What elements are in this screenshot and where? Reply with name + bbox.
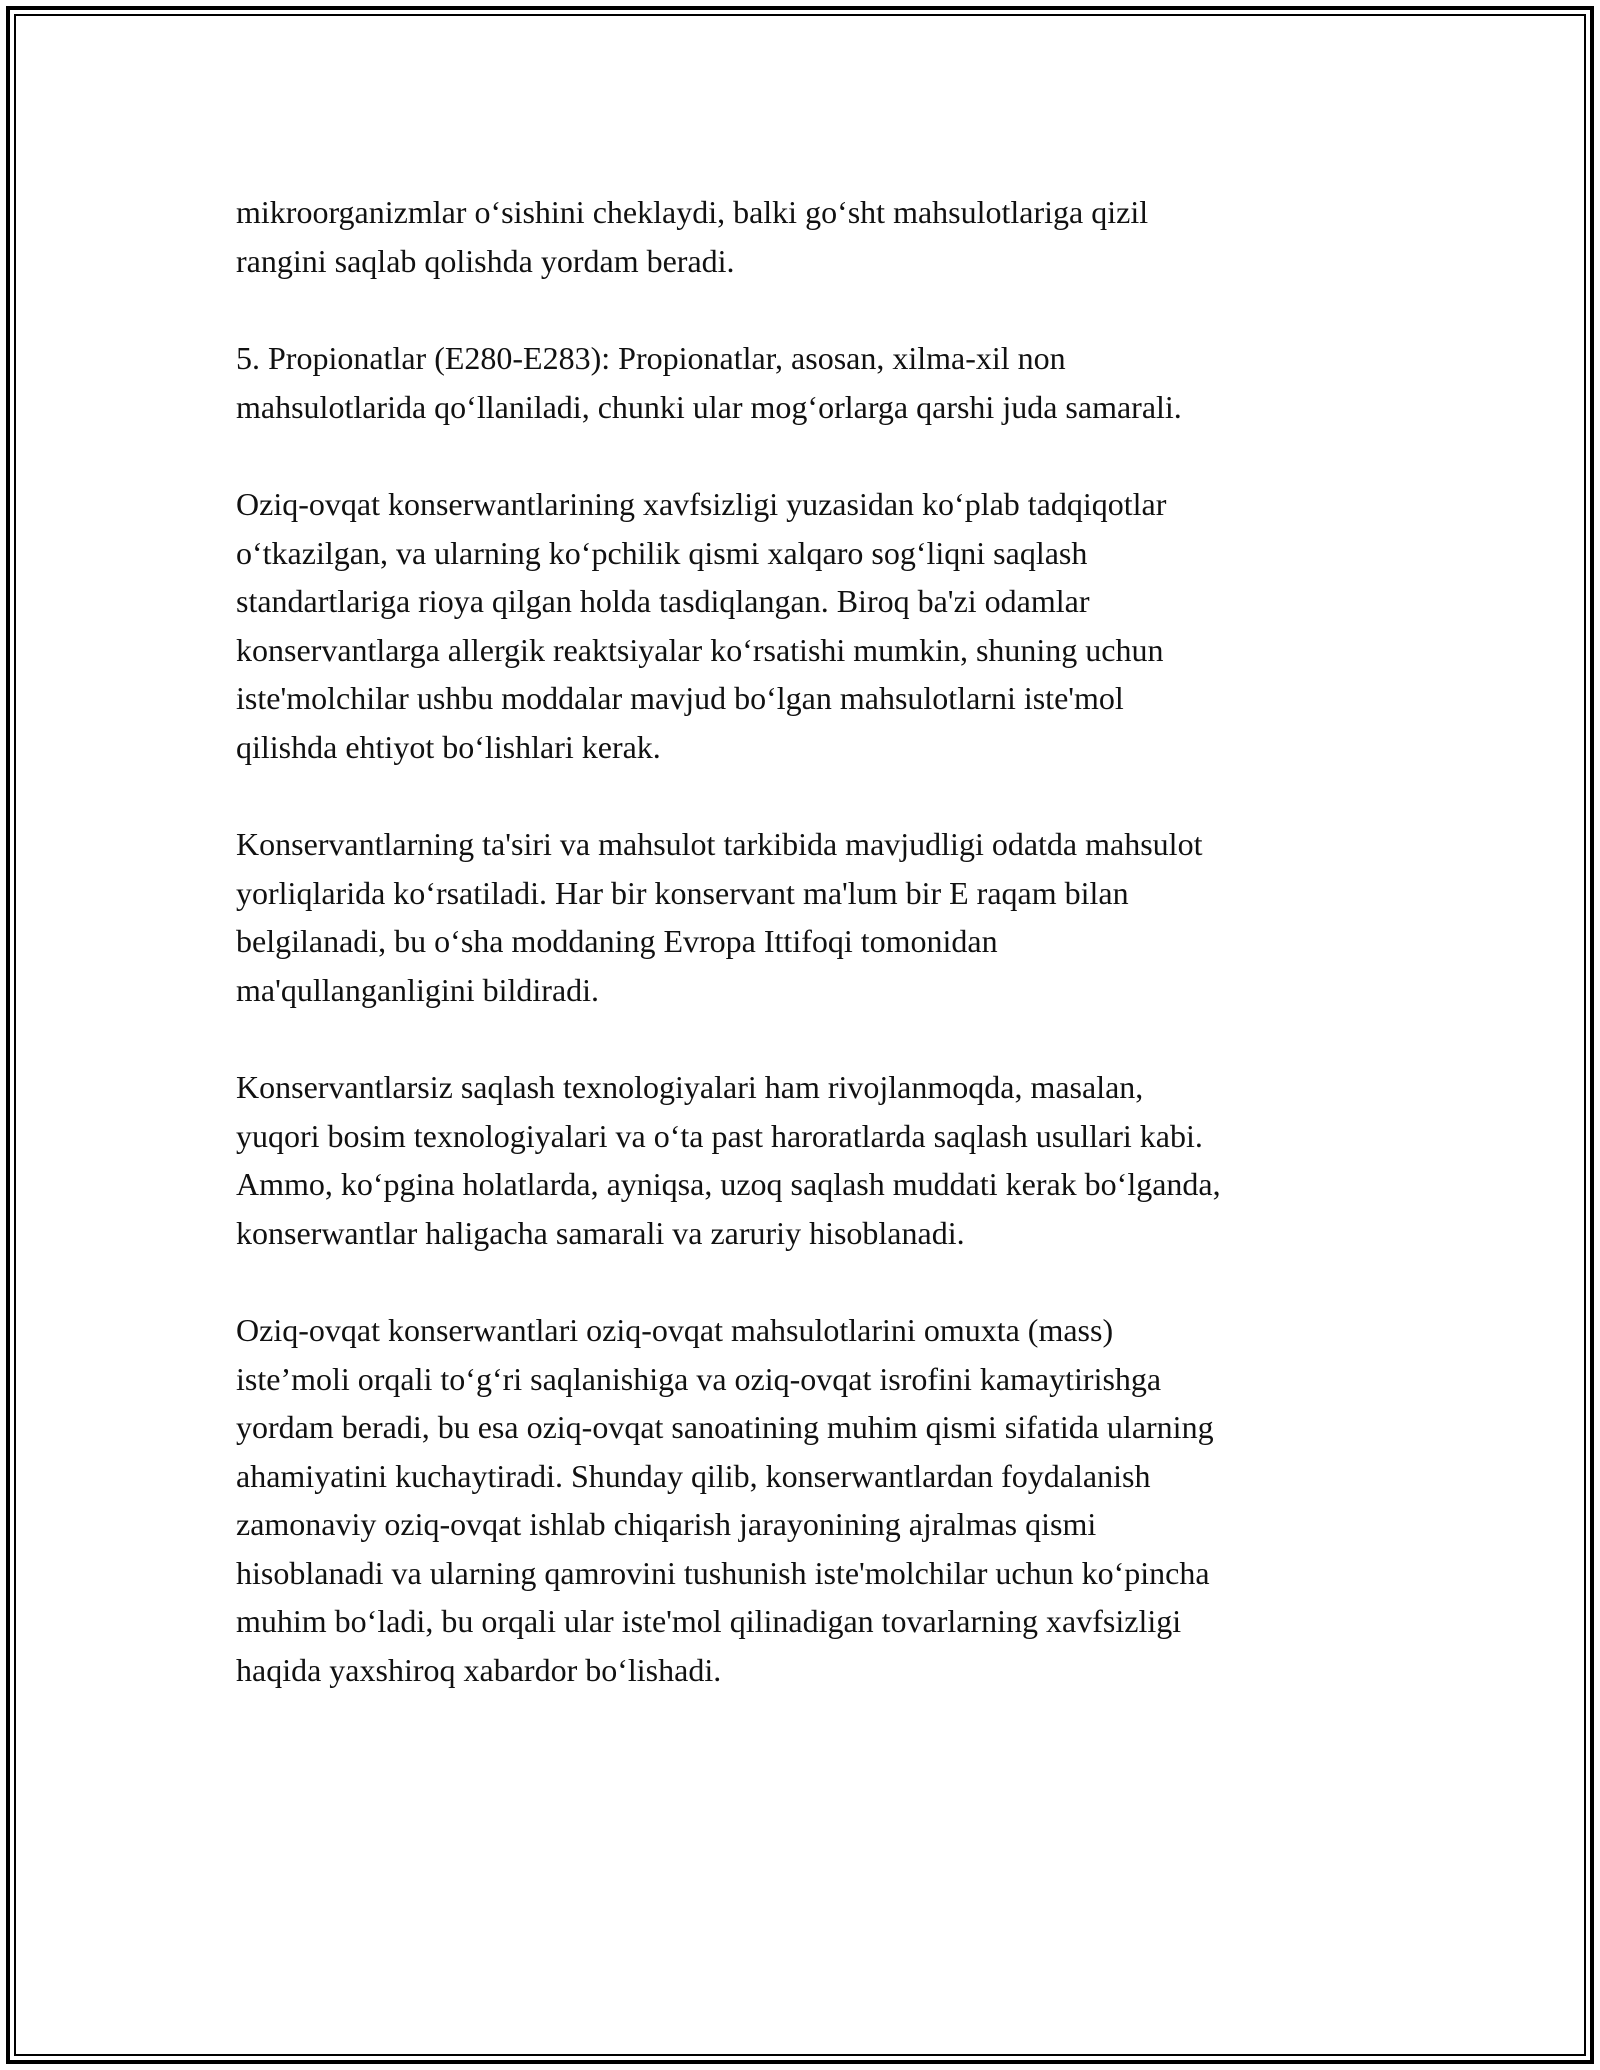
text-line: ahamiyatini kuchaytiradi. Shunday qilib, konserwantlardan foydalanish: [236, 1457, 1151, 1494]
paragraph-conclusion: [236, 1306, 1376, 1694]
text-line: standartlariga rioya qilgan holda tasdiqlangan. Biroq ba'zi odamlar: [236, 583, 1090, 619]
text-line: Konservantlarsiz saqlash texnologiyalari ham rivojlanmoqda, masalan,: [236, 1069, 1144, 1105]
text-line: rangini saqlab qolishda yordam beradi.: [236, 242, 735, 279]
paragraph-safety: [236, 480, 1376, 771]
text-line: ma'qullanganligini bildiradi.: [236, 971, 600, 1008]
text-line: iste'molchilar ushbu moddalar mavjud bo‘lgan mahsulotlarni iste'mol: [236, 680, 1124, 716]
text-line: muhim bo‘ladi, bu orqali ular iste'mol qilinadigan tovarlarning xavfsizligi: [236, 1603, 1182, 1639]
text-line: mahsulotlarida qo‘llaniladi, chunki ular mog‘orlarga qarshi juda samarali.: [236, 388, 1182, 425]
text-line: konservantlarga allergik reaktsiyalar ko‘rsatishi mumkin, shuning uchun: [236, 631, 1164, 668]
text-line: 5. Propionatlar (E280-E283): Propionatlar, asosan, xilma-xil non: [236, 340, 1066, 376]
text-line: Konservantlarning ta'siri va mahsulot tarkibida mavjudligi odatda mahsulot: [236, 826, 1203, 862]
document-body: [236, 188, 1376, 1743]
text-line: Ammo, ko‘pgina holatlarda, ayniqsa, uzoq saqlash muddati kerak bo‘lganda,: [236, 1166, 1221, 1202]
text-line: o‘tkazilgan, va ularning ko‘pchilik qismi xalqaro sog‘liqni saqlash: [236, 534, 1088, 571]
text-line: yorliqlarida ko‘rsatiladi. Har bir konservant ma'lum bir E raqam bilan: [236, 874, 1129, 911]
text-line: zamonaviy oziq-ovqat ishlab chiqarish jarayonining ajralmas qismi: [236, 1506, 1097, 1542]
paragraph-labeling: [236, 820, 1376, 1014]
text-line: belgilanadi, bu o‘sha moddaning Evropa Ittifoqi tomonidan: [236, 923, 998, 959]
paragraph-propionates: [236, 334, 1376, 431]
text-line: yordam beradi, bu esa oziq-ovqat sanoatining muhim qismi sifatida ularning: [236, 1409, 1214, 1445]
text-line: Oziq-ovqat konserwantlari oziq-ovqat mahsulotlarini omuxta (mass): [236, 1312, 1114, 1348]
text-line: iste’moli orqali to‘g‘ri saqlanishiga va oziq-ovqat isrofini kamaytirishga: [236, 1360, 1162, 1397]
text-line: konserwantlar haligacha samarali va zaruriy hisoblanadi.: [236, 1214, 965, 1251]
text-line: haqida yaxshiroq xabardor bo‘lishadi.: [236, 1651, 722, 1688]
text-line: qilishda ehtiyot bo‘lishlari kerak.: [236, 728, 661, 765]
text-line: hisoblanadi va ularning qamrovini tushunish iste'molchilar uchun ko‘pincha: [236, 1554, 1210, 1591]
paragraph-alternatives: [236, 1063, 1376, 1257]
paragraph-nitrite-continuation: [236, 188, 1376, 285]
text-line: yuqori bosim texnologiyalari va o‘ta past haroratlarda saqlash usullari kabi.: [236, 1117, 1203, 1154]
text-line: mikroorganizmlar o‘sishini cheklaydi, balki go‘sht mahsulotlariga qizil: [236, 194, 1149, 230]
text-line: Oziq-ovqat konserwantlarining xavfsizligi yuzasidan ko‘plab tadqiqotlar: [236, 486, 1167, 522]
